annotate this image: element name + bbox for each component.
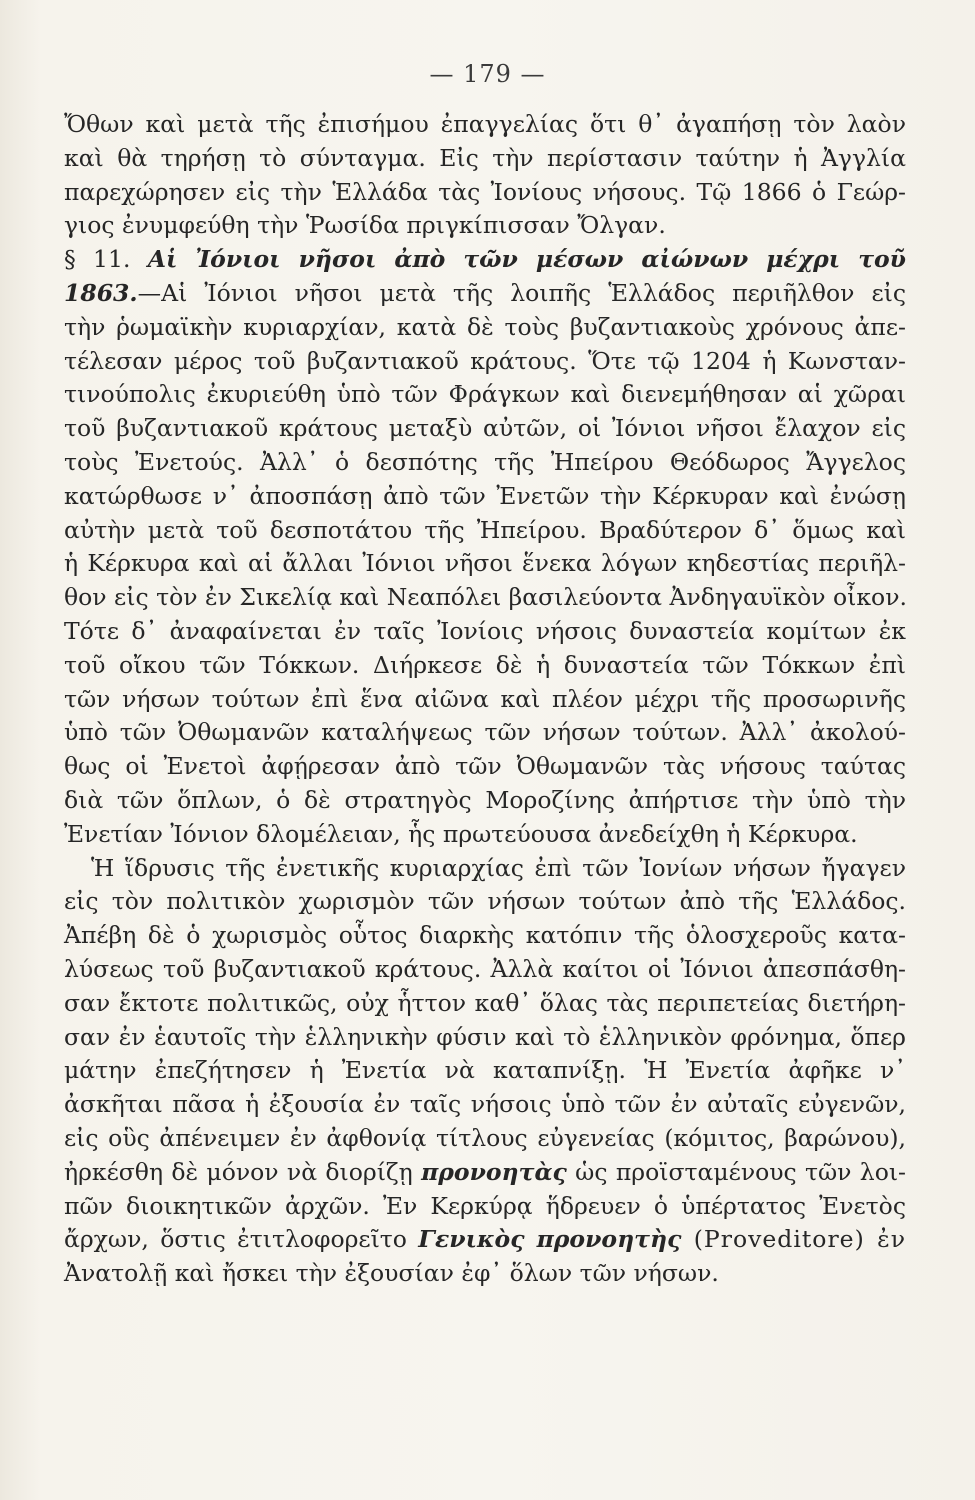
text-line: τοῦ οἴκου τῶν Τόκκων. Διήρκεσε δὲ ἡ δυναστεία τῶν Τόκκων ἐπὶ [64, 650, 906, 679]
text-line: ὑπὸ τῶν Ὀθωμανῶν καταλήψεως τῶν νήσων τούτων. Ἀλλ᾽ ἀκολού- [64, 718, 906, 747]
text-line: αὐτὴν μετὰ τοῦ δεσποτάτου τῆς Ἠπείρου. Βραδύτερον δ᾽ ὅμως καὶ [64, 515, 906, 544]
text-line: Ἀπέβη δὲ ὁ χωρισμὸς οὗτος διαρκὴς κατόπιν τῆς ὁλοσχεροῦς κατα- [64, 921, 906, 950]
text-line: Ὄθων καὶ μετὰ τῆς ἐπισήμου ἐπαγγελίας ὅτι θ᾽ ἀγαπήσῃ τὸν λαὸν [64, 110, 906, 138]
text-line: γιος ἐνυμφεύθη τὴν Ῥωσίδα πριγκίπισσαν Ὄλγαν. [64, 211, 666, 240]
text-line: ἀσκῆται πᾶσα ἡ ἐξουσία ἐν ταῖς νήσοις ὑπὸ τῶν ἐν αὐταῖς εὐγενῶν, [64, 1090, 906, 1119]
text-line: παρεχώρησεν εἰς τὴν Ἑλλάδα τὰς Ἰονίους νήσους. Τῷ 1866 ὁ Γεώρ- [64, 177, 906, 206]
text-line: κατώρθωσε ν᾽ ἀποσπάσῃ ἀπὸ τῶν Ἐνετῶν τὴν Κέρκυραν καὶ ἐνώσῃ [64, 481, 906, 510]
text-line: διὰ τῶν ὅπλων, ὁ δὲ στρατηγὸς Μοροζίνης ἀπήρτισε τὴν ὑπὸ τὴν [64, 785, 906, 814]
text-line: τέλεσαν μέρος τοῦ βυζαντιακοῦ κράτους. Ὅτε τῷ 1204 ἡ Κωνσταν- [64, 346, 906, 375]
text-line: εἰς οὓς ἀπένειμεν ἐν ἀφθονίᾳ τίτλους εὐγενείας (κόμιτος, βαρώνου), [64, 1123, 906, 1152]
text-run: (Proveditore) ἐν [681, 1225, 906, 1254]
text-line: τοὺς Ἐνετούς. Ἀλλ᾽ ὁ δεσπότης τῆς Ἠπείρου Θεόδωρος Ἄγγελος [64, 447, 906, 476]
section-year: 1863. [64, 278, 138, 307]
text-line: ἡ Κέρκυρα καὶ αἱ ἄλλαι Ἰόνιοι νῆσοι ἕνεκα λόγων κηδεστίας περιῆλ- [64, 549, 906, 578]
text-line: τοῦ βυζαντιακοῦ κράτους μεταξὺ αὐτῶν, οἱ Ἰόνιοι νῆσοι ἔλαχον εἰς [64, 414, 906, 443]
section-paragraph [64, 311, 906, 852]
section-heading-line [64, 243, 906, 277]
body-text [64, 108, 906, 1291]
section-first-line: —Αἱ Ἰόνιοι νῆσοι μετὰ τῆς λοιπῆς Ἑλλάδος περιῆλθον εἰς [137, 278, 906, 307]
text-run: ἄρχων, ὅστις ἐτιτλοφορεῖτο [64, 1225, 419, 1254]
page-number: — 179 — [429, 60, 546, 88]
text-line: τινούπολις ἐκυριεύθη ὑπὸ τῶν Φράγκων καὶ διενεμήθησαν αἱ χῶραι [64, 380, 906, 409]
section-title: Αἱ Ἰόνιοι νῆσοι ἀπὸ τῶν μέσων αἰώνων μέχρι τοῦ [147, 245, 906, 274]
text-line: σαν ἐν ἑαυτοῖς τὴν ἑλληνικὴν φύσιν καὶ τὸ ἑλληνικὸν φρόνημα, ὅπερ [64, 1022, 906, 1051]
text-line: πῶν διοικητικῶν ἀρχῶν. Ἐν Κερκύρᾳ ἥδρευεν ὁ ὑπέρτατος Ἐνετὸς [64, 1191, 906, 1220]
text-run: ἠρκέσθη δὲ μόνον νὰ διορίζῃ [64, 1157, 422, 1186]
emphasis-genikos-pronoetes: Γενικὸς προνοητὴς [418, 1225, 682, 1254]
text-line-proveditore [64, 1223, 906, 1257]
text-line-final: Ἀνατολῇ καὶ ἤσκει τὴν ἐξουσίαν ἐφ᾽ ὅλων τῶν νήσων. [64, 1259, 719, 1288]
text-line: καὶ θὰ τηρήσῃ τὸ σύνταγμα. Εἰς τὴν περίστασιν ταύτην ἡ Ἀγγλία [64, 143, 906, 172]
text-line-provveditori [64, 1156, 906, 1190]
text-line: Ἡ ἵδρυσις τῆς ἐνετικῆς κυριαρχίας ἐπὶ τῶν Ἰονίων νήσων ἤγαγεν [91, 853, 906, 882]
text-line: Τότε δ᾽ ἀναφαίνεται ἐν ταῖς Ἰονίοις νήσοις δυναστεία κομίτων ἐκ [64, 616, 906, 645]
section-year-line [64, 277, 906, 311]
paragraph-1 [64, 108, 906, 243]
text-line: σαν ἔκτοτε πολιτικῶς, οὐχ ἧττον καθ᾽ ὅλας τὰς περιπετείας διετήρη- [64, 988, 906, 1017]
text-line: θως οἱ Ἐνετοὶ ἀφῄρεσαν ἀπὸ τῶν Ὀθωμανῶν τὰς νήσους ταύτας [64, 752, 906, 781]
text-line: θον εἰς τὸν ἐν Σικελίᾳ καὶ Νεαπόλει βασιλεύοντα Ἀνδηγαυϊκὸν οἶκον. [64, 583, 907, 612]
text-line: Ἐνετίαν Ἰόνιον δλομέλειαν, ἧς πρωτεύουσα ἀνεδείχθη ἡ Κέρκυρα. [64, 819, 858, 848]
text-run: ὡς προϊσταμένους τῶν λοι- [566, 1157, 906, 1186]
text-line: λύσεως τοῦ βυζαντιακοῦ κράτους. Ἀλλὰ καίτοι οἱ Ἰόνιοι ἀπεσπάσθη- [64, 954, 906, 983]
emphasis-pronoetas: προνοητὰς [421, 1157, 567, 1186]
section-mark: § 11. [64, 245, 131, 274]
text-line: τὴν ῥωμαϊκὴν κυριαρχίαν, κατὰ δὲ τοὺς βυζαντιακοὺς χρόνους ἀπε- [64, 312, 906, 341]
text-line: μάτην ἐπεζήτησεν ἡ Ἐνετία νὰ καταπνίξῃ. Ἡ Ἐνετία ἀφῆκε ν᾽ [64, 1056, 906, 1085]
text-line: εἰς τὸν πολιτικὸν χωρισμὸν τῶν νήσων τούτων ἀπὸ τῆς Ἑλλάδος. [64, 887, 906, 916]
text-line: τῶν νήσων τούτων ἐπὶ ἕνα αἰῶνα καὶ πλέον μέχρι τῆς προσωρινῆς [64, 684, 906, 713]
paragraph-2 [64, 852, 906, 1156]
